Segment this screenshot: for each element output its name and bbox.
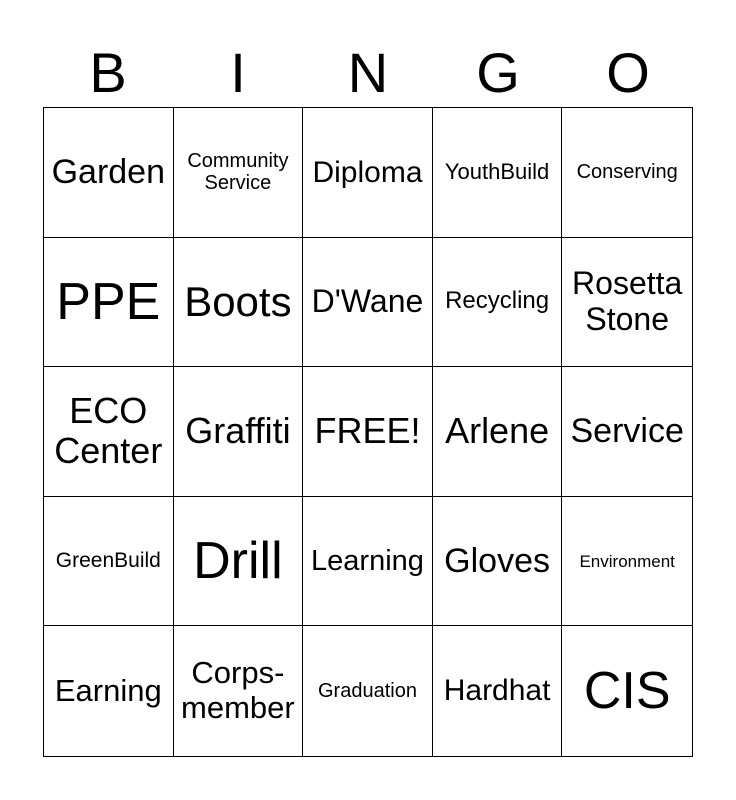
header-letter-b: B <box>89 41 127 104</box>
bingo-cell-r2-c5[interactable] <box>562 238 692 368</box>
bingo-cell-r5-c4[interactable] <box>433 626 563 756</box>
bingo-cell-r4-c5[interactable] <box>562 497 692 627</box>
cell-label: Rosetta Stone <box>572 265 683 337</box>
bingo-cell-r2-c4[interactable] <box>433 238 563 368</box>
cell-label: Drill <box>193 531 283 590</box>
header-letter-o: O <box>606 41 650 104</box>
bingo-cell-r5-c3[interactable] <box>303 626 433 756</box>
bingo-cell-r5-c5[interactable] <box>562 626 692 756</box>
bingo-cell-r4-c4[interactable] <box>433 497 563 627</box>
bingo-cell-r1-c5[interactable] <box>562 108 692 238</box>
bingo-cell-r1-c3[interactable] <box>303 108 433 238</box>
cell-label: Arlene <box>445 410 550 452</box>
bingo-cell-r1-c1[interactable] <box>44 108 174 238</box>
cell-label: ECO Center <box>54 390 163 472</box>
bingo-cell-r4-c3[interactable] <box>303 497 433 627</box>
header-letter-i: I <box>230 41 246 104</box>
cell-label: Corps- member <box>181 655 295 726</box>
cell-label: GreenBuild <box>55 549 161 573</box>
cell-label: Graffiti <box>185 410 291 452</box>
bingo-cell-r3-c4[interactable] <box>433 367 563 497</box>
cell-label: Garden <box>51 153 165 192</box>
bingo-cell-r3-c5[interactable] <box>562 367 692 497</box>
cell-label: CIS <box>583 662 671 721</box>
bingo-cell-r4-c2[interactable] <box>174 497 304 627</box>
bingo-cell-r2-c3[interactable] <box>303 238 433 368</box>
cell-label: Hardhat <box>443 674 551 708</box>
cell-label: Learning <box>311 544 424 577</box>
cell-label: Graduation <box>318 680 417 702</box>
bingo-header <box>43 40 693 106</box>
cell-label: Recycling <box>445 287 550 315</box>
bingo-cell-r3-c3[interactable] <box>303 367 433 497</box>
bingo-cell-r4-c1[interactable] <box>44 497 174 627</box>
cell-label: D'Wane <box>311 282 424 319</box>
bingo-cell-r1-c2[interactable] <box>174 108 304 238</box>
cell-label: FREE! <box>314 410 421 452</box>
cell-label: Earning <box>54 672 162 708</box>
bingo-cell-r2-c2[interactable] <box>174 238 304 368</box>
cell-label: PPE <box>56 272 161 331</box>
cell-label: Boots <box>184 278 292 326</box>
cell-label: Diploma <box>312 155 423 189</box>
bingo-cell-r1-c4[interactable] <box>433 108 563 238</box>
bingo-cell-r3-c1[interactable] <box>44 367 174 497</box>
cell-label: Gloves <box>444 542 550 581</box>
bingo-cell-r3-c2[interactable] <box>174 367 304 497</box>
cell-label: Conserving <box>576 161 678 184</box>
bingo-cell-r5-c1[interactable] <box>44 626 174 756</box>
cell-label: Service <box>570 412 684 451</box>
cell-label: Environment <box>579 551 675 571</box>
bingo-card <box>43 107 693 757</box>
cell-label: Community Service <box>187 149 289 195</box>
bingo-cell-r2-c1[interactable] <box>44 238 174 368</box>
header-letter-n: N <box>347 41 389 104</box>
bingo-cell-r5-c2[interactable] <box>174 626 304 756</box>
cell-label: YouthBuild <box>444 158 550 184</box>
header-letter-g: G <box>476 41 520 104</box>
